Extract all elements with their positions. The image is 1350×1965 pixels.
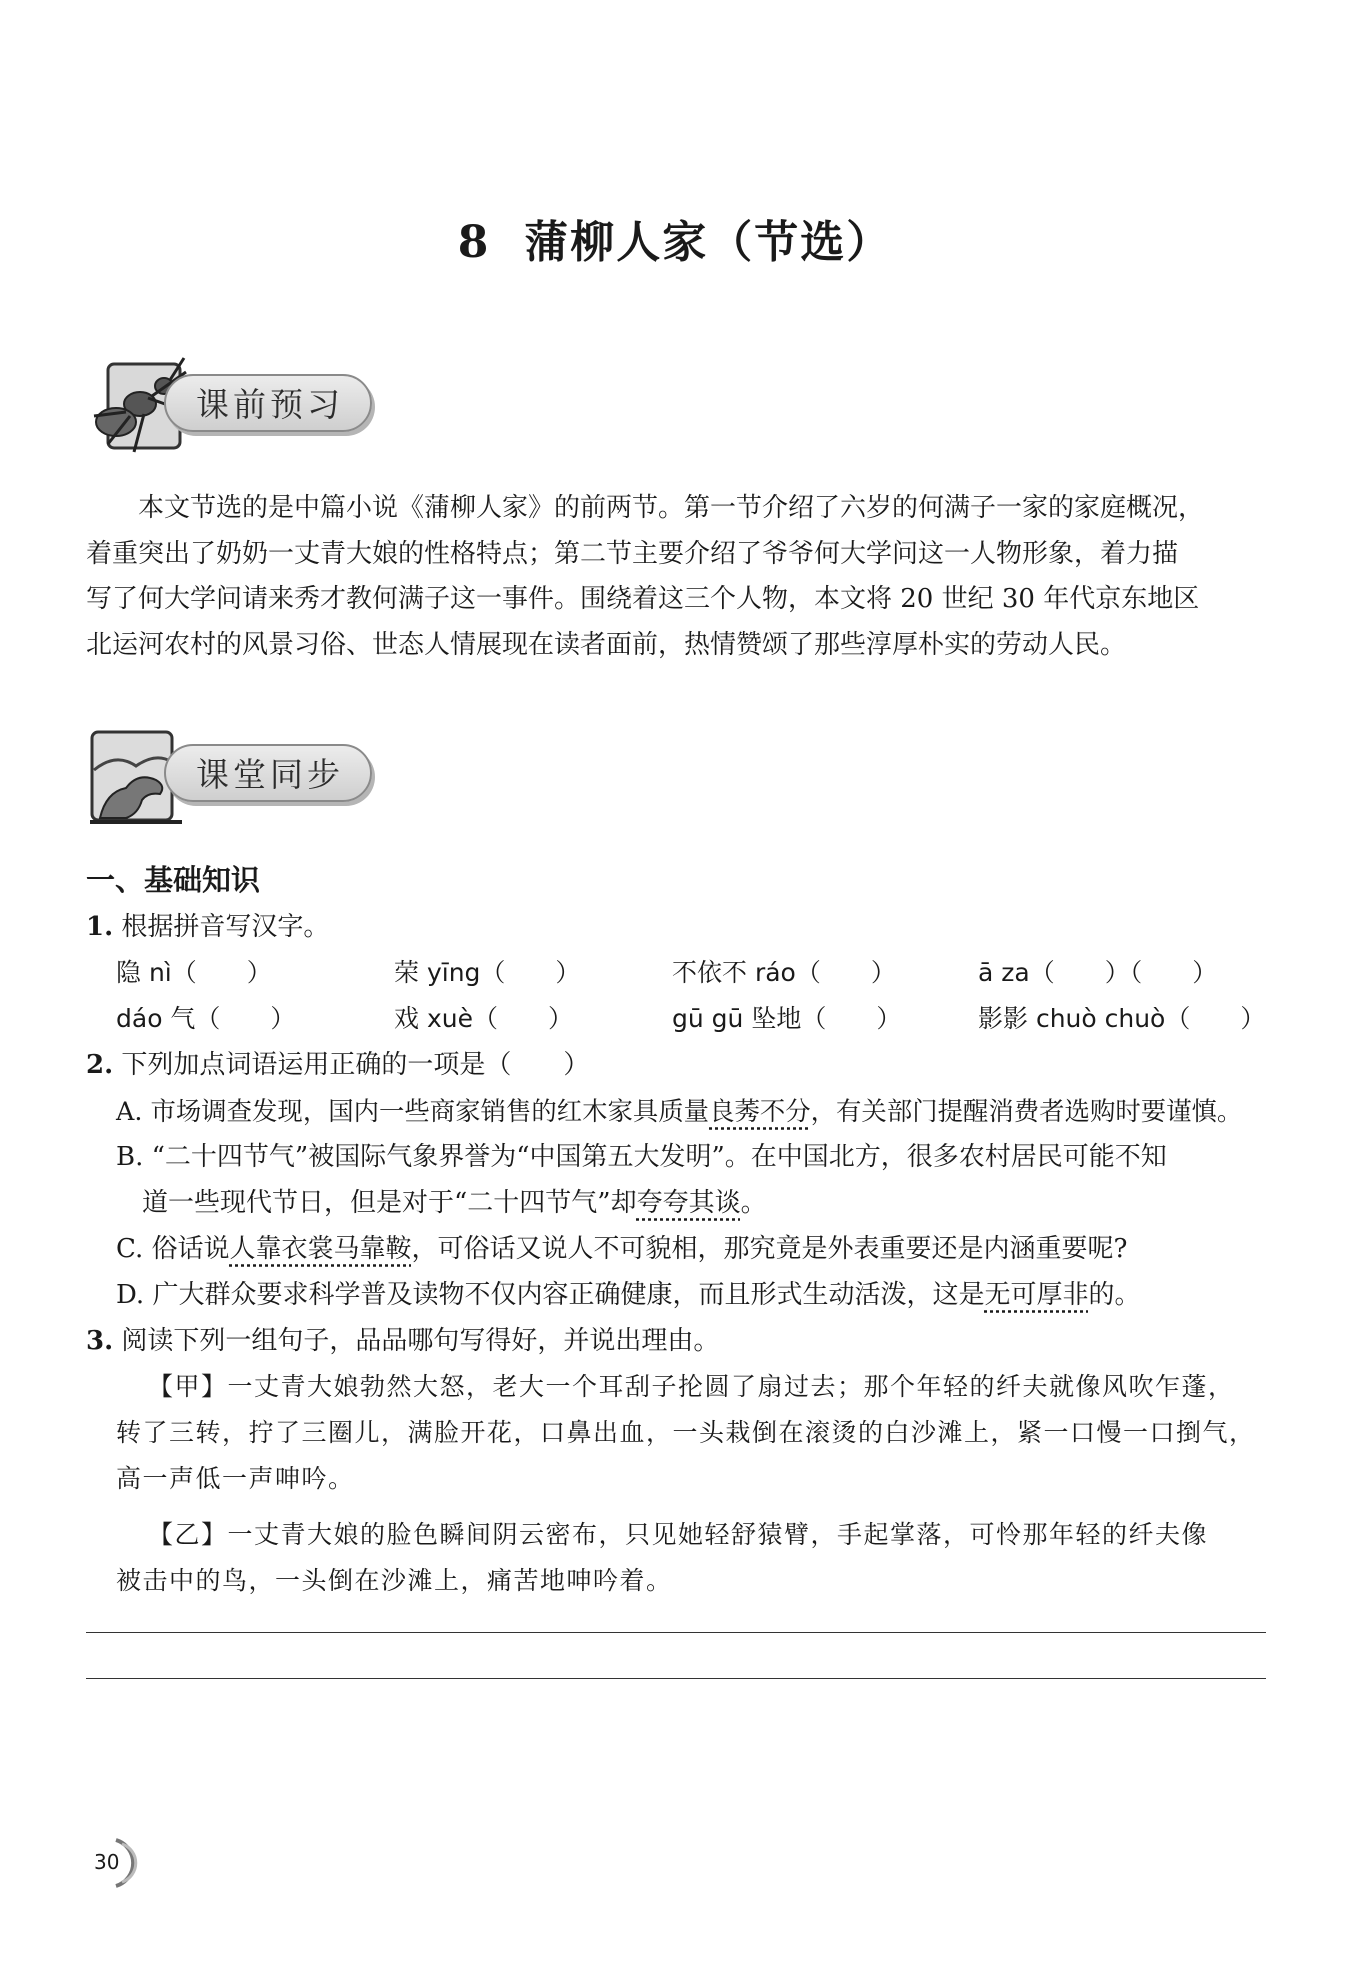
intro-text-1: 本文节选的是中篇小说《蒲柳人家》的前两节。第一节介绍了六岁的何满子一家的家庭概况， xyxy=(138,493,1205,523)
option-b-dotted: 夸夸其谈 xyxy=(636,1188,741,1218)
pinyin-row-2 xyxy=(116,996,1276,1042)
option-b-continued xyxy=(142,1180,1292,1226)
question-1 xyxy=(86,904,329,950)
option-c-tail: ，可俗话又说人不可貌相，那究竟是外表重要还是内涵重要呢? xyxy=(411,1234,1128,1264)
pinyin-item: 不依不 ráo（ ） xyxy=(672,958,896,987)
option-b: B. “二十四节气”被国际气象界誉为“中国第五大发明”。在中国北方，很多农村居民可能不知 xyxy=(116,1142,1167,1172)
answer-line-1[interactable] xyxy=(86,1632,1266,1633)
pinyin-item: 隐 nì（ ） xyxy=(116,958,272,987)
passage-yi-line-2: 被击中的鸟，一头倒在沙滩上，痛苦地呻吟着。 xyxy=(116,1566,673,1595)
passage-jia-line-3: 高一声低一声呻吟。 xyxy=(116,1464,355,1493)
question-2-stem: 下列加点词语运用正确的一项是（ ） xyxy=(121,1050,590,1080)
question-3-number: 3. xyxy=(86,1326,114,1356)
pinyin-item: 戏 xuè（ ） xyxy=(394,1004,573,1033)
intro-line-1 xyxy=(86,486,1266,532)
answer-line-2[interactable] xyxy=(86,1678,1266,1679)
option-d-text: D. 广大群众要求科学普及读物不仅内容正确健康，而且形式生动活泼，这是 xyxy=(116,1280,985,1310)
classroom-label: 课堂同步 xyxy=(164,744,372,802)
option-a xyxy=(116,1088,1266,1134)
option-a-dotted: 良莠不分 xyxy=(709,1096,811,1126)
option-c-text: C. 俗话说 xyxy=(116,1234,230,1264)
preview-label: 课前预习 xyxy=(164,374,372,432)
pinyin-row-1 xyxy=(116,950,1276,996)
pinyin-item: gū gū 坠地（ ） xyxy=(672,1004,902,1033)
intro-line-3: 写了何大学问请来秀才教何满子这一事件。围绕着这三个人物，本文将 20 世纪 30 年代京东地区 xyxy=(86,584,1200,614)
pinyin-item: ā za（ ）（ ） xyxy=(978,958,1218,987)
lesson-title xyxy=(0,206,1350,270)
question-2-number: 2. xyxy=(86,1050,114,1080)
classroom-badge xyxy=(86,722,386,834)
option-a-text: A. 市场调查发现，国内一些商家销售的红木家具质量 xyxy=(116,1096,710,1126)
preview-badge xyxy=(86,352,386,464)
passage-yi-line-1: 【乙】一丈青大娘的脸色瞬间阴云密布，只见她轻舒猿臂，手起掌落，可怜那年轻的纤夫像 xyxy=(148,1520,1209,1549)
pinyin-item: dáo 气（ ） xyxy=(116,1004,296,1033)
intro-line-2: 着重突出了奶奶一丈青大娘的性格特点；第二节主要介绍了爷爷何大学问这一人物形象，着力描 xyxy=(86,538,1179,569)
intro-paragraph xyxy=(86,486,1266,668)
page-number xyxy=(86,1836,140,1890)
passage-jia-line-1: 【甲】一丈青大娘勃然大怒，老大一个耳刮子抡圆了扇过去；那个年轻的纤夫就像风吹乍蓬， xyxy=(148,1372,1235,1401)
question-3 xyxy=(86,1318,719,1364)
question-1-number: 1. xyxy=(86,912,114,942)
question-1-stem: 根据拼音写汉字。 xyxy=(121,912,330,942)
intro-line-4: 北运河农村的风景习俗、世态人情展现在读者面前，热情赞颂了那些淳厚朴实的劳动人民。 xyxy=(86,629,1127,660)
pinyin-item: 影影 chuò chuò（ ） xyxy=(978,1004,1266,1033)
option-b-text: 道一些现代节日，但是对于“二十四节气”却 xyxy=(142,1188,637,1218)
question-3-stem: 阅读下列一组句子，品品哪句写得好，并说出理由。 xyxy=(121,1326,720,1356)
question-2 xyxy=(86,1042,589,1088)
option-d xyxy=(116,1272,1266,1318)
passage-jia-line-2: 转了三转，拧了三圈儿，满脸开花，口鼻出血，一头栽倒在滚烫的白沙滩上，紧一口慢一口捯气， xyxy=(116,1418,1256,1447)
option-d-tail: 的。 xyxy=(1088,1280,1141,1310)
option-a-tail: ，有关部门提醒消费者选购时要谨慎。 xyxy=(810,1096,1243,1126)
option-c xyxy=(116,1226,1266,1272)
option-d-dotted: 无可厚非 xyxy=(984,1280,1089,1310)
option-c-dotted: 人靠衣裳马靠鞍 xyxy=(229,1234,412,1264)
lesson-number: 8 xyxy=(457,217,491,268)
option-b-tail: 。 xyxy=(740,1188,767,1218)
pinyin-item: 荣 yīng（ ） xyxy=(394,958,581,987)
section-heading: 一、基础知识 xyxy=(86,863,261,897)
lesson-title-text: 蒲柳人家（节选） xyxy=(524,217,893,268)
page-number-text: 30 xyxy=(94,1850,120,1874)
